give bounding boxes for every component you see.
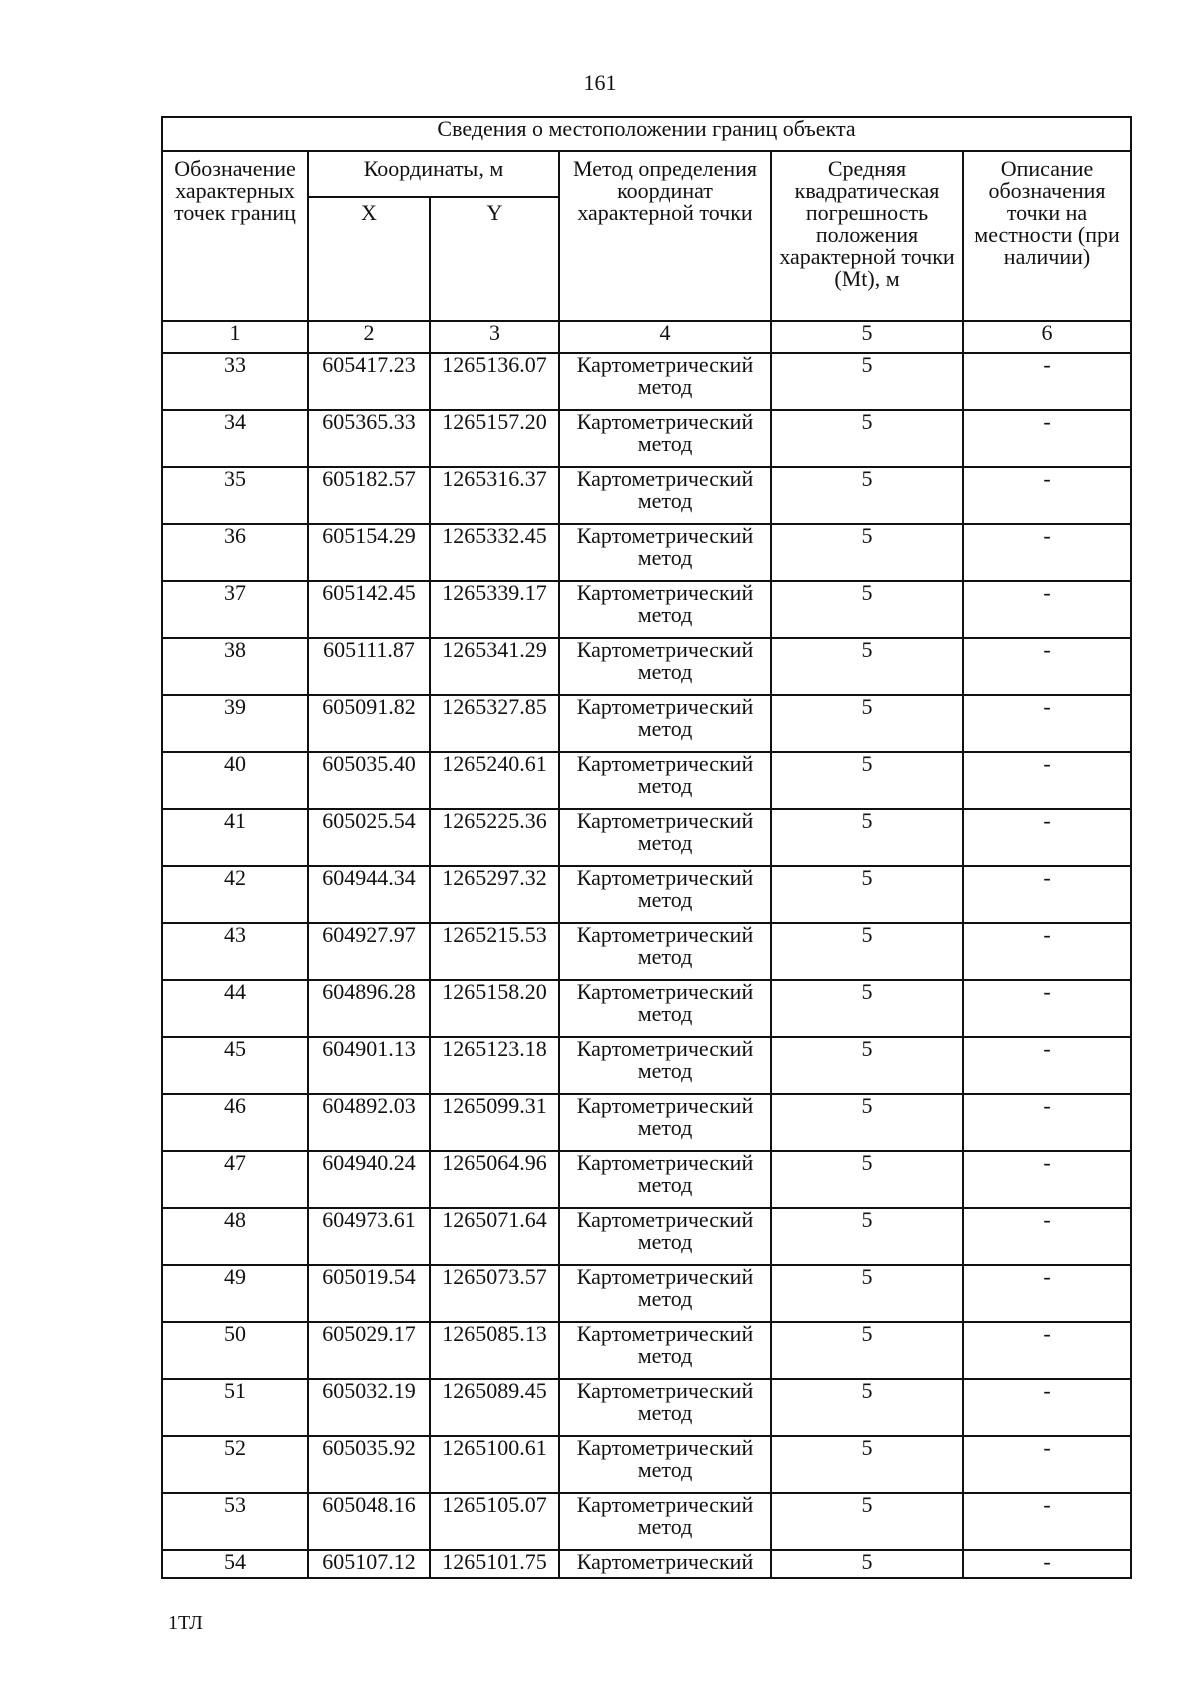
cell-y: 1265225.36 (430, 809, 559, 866)
cell-error: 5 (771, 980, 963, 1037)
cell-description: - (963, 524, 1131, 581)
cell-y: 1265157.20 (430, 410, 559, 467)
table-row (162, 752, 1131, 809)
cell-description: - (963, 581, 1131, 638)
cell-x: 605032.19 (308, 1379, 430, 1436)
cell-x: 605111.87 (308, 638, 430, 695)
cell-method: Картометрический метод (559, 980, 771, 1037)
cell-method: Картометрический метод (559, 752, 771, 809)
boundary-table-wrapper (161, 116, 1130, 1579)
cell-x: 605025.54 (308, 809, 430, 866)
cell-x: 605154.29 (308, 524, 430, 581)
cell-error: 5 (771, 809, 963, 866)
cell-point: 42 (162, 866, 308, 923)
cell-error: 5 (771, 1037, 963, 1094)
cell-error: 5 (771, 1379, 963, 1436)
cell-y: 1265158.20 (430, 980, 559, 1037)
cell-y: 1265085.13 (430, 1322, 559, 1379)
table-row (162, 1037, 1131, 1094)
cell-method: Картометрический метод (559, 1151, 771, 1208)
cell-method: Картометрический метод (559, 809, 771, 866)
cell-description: - (963, 980, 1131, 1037)
table-row (162, 1208, 1131, 1265)
cell-error: 5 (771, 1265, 963, 1322)
cell-point: 41 (162, 809, 308, 866)
cell-description: - (963, 1265, 1131, 1322)
table-row (162, 467, 1131, 524)
cell-x: 605417.23 (308, 353, 430, 410)
cell-x: 605035.40 (308, 752, 430, 809)
cell-point: 53 (162, 1493, 308, 1550)
table-title: Сведения о местоположении границ объекта (162, 117, 1131, 151)
table-row (162, 1265, 1131, 1322)
cell-point: 52 (162, 1436, 308, 1493)
cell-x: 605029.17 (308, 1322, 430, 1379)
header-row-1 (162, 151, 1131, 197)
cell-description: - (963, 1550, 1131, 1578)
cell-y: 1265089.45 (430, 1379, 559, 1436)
cell-method: Картометрический метод (559, 410, 771, 467)
cell-description: - (963, 1037, 1131, 1094)
cell-point: 39 (162, 695, 308, 752)
cell-point: 46 (162, 1094, 308, 1151)
table-row (162, 353, 1131, 410)
cell-y: 1265316.37 (430, 467, 559, 524)
cell-method: Картометрический метод (559, 695, 771, 752)
table-row (162, 1493, 1131, 1550)
cell-error: 5 (771, 1322, 963, 1379)
cell-method: Картометрический метод (559, 1208, 771, 1265)
cell-description: - (963, 866, 1131, 923)
table-row (162, 1436, 1131, 1493)
cell-error: 5 (771, 1493, 963, 1550)
cell-y: 1265297.32 (430, 866, 559, 923)
table-row (162, 638, 1131, 695)
column-number: 4 (559, 321, 771, 353)
cell-method: Картометрический метод (559, 1037, 771, 1094)
cell-description: - (963, 1322, 1131, 1379)
cell-description: - (963, 638, 1131, 695)
cell-point: 45 (162, 1037, 308, 1094)
cell-y: 1265123.18 (430, 1037, 559, 1094)
table-row (162, 1322, 1131, 1379)
cell-y: 1265071.64 (430, 1208, 559, 1265)
cell-error: 5 (771, 1094, 963, 1151)
table-row (162, 1094, 1131, 1151)
cell-y: 1265105.07 (430, 1493, 559, 1550)
page-number: 161 (583, 70, 617, 95)
cell-error: 5 (771, 410, 963, 467)
boundary-table (161, 116, 1132, 1579)
footer-mark: 1ТЛ (168, 1612, 203, 1634)
cell-x: 604940.24 (308, 1151, 430, 1208)
cell-method: Картометрический метод (559, 1436, 771, 1493)
cell-y: 1265339.17 (430, 581, 559, 638)
table-row (162, 923, 1131, 980)
cell-error: 5 (771, 1550, 963, 1578)
cell-point: 38 (162, 638, 308, 695)
cell-description: - (963, 410, 1131, 467)
cell-point: 47 (162, 1151, 308, 1208)
cell-x: 604901.13 (308, 1037, 430, 1094)
cell-description: - (963, 1379, 1131, 1436)
table-row (162, 1151, 1131, 1208)
cell-error: 5 (771, 353, 963, 410)
cell-method: Картометрический метод (559, 467, 771, 524)
cell-point: 34 (162, 410, 308, 467)
cell-description: - (963, 1436, 1131, 1493)
column-number: 1 (162, 321, 308, 353)
cell-x: 604896.28 (308, 980, 430, 1037)
column-number-row (162, 321, 1131, 353)
cell-point: 50 (162, 1322, 308, 1379)
cell-method: Картометрический метод (559, 1322, 771, 1379)
cell-point: 37 (162, 581, 308, 638)
table-row (162, 1550, 1131, 1578)
header-coordinates: Координаты, м (308, 151, 559, 197)
cell-error: 5 (771, 1151, 963, 1208)
cell-description: - (963, 1208, 1131, 1265)
table-row (162, 1379, 1131, 1436)
cell-x: 604944.34 (308, 866, 430, 923)
cell-error: 5 (771, 581, 963, 638)
cell-description: - (963, 353, 1131, 410)
table-row (162, 524, 1131, 581)
cell-method: Картометрический метод (559, 353, 771, 410)
cell-x: 604973.61 (308, 1208, 430, 1265)
cell-description: - (963, 752, 1131, 809)
cell-error: 5 (771, 524, 963, 581)
cell-y: 1265327.85 (430, 695, 559, 752)
column-number: 3 (430, 321, 559, 353)
cell-x: 605182.57 (308, 467, 430, 524)
cell-method: Картометрический метод (559, 581, 771, 638)
cell-x: 605142.45 (308, 581, 430, 638)
cell-y: 1265215.53 (430, 923, 559, 980)
table-row (162, 980, 1131, 1037)
cell-x: 605048.16 (308, 1493, 430, 1550)
cell-error: 5 (771, 638, 963, 695)
header-x: X (308, 197, 430, 321)
cell-point: 49 (162, 1265, 308, 1322)
cell-y: 1265100.61 (430, 1436, 559, 1493)
cell-x: 605365.33 (308, 410, 430, 467)
cell-method: Картометрический метод (559, 1265, 771, 1322)
cell-error: 5 (771, 467, 963, 524)
cell-method: Картометрический метод (559, 1493, 771, 1550)
cell-point: 51 (162, 1379, 308, 1436)
cell-y: 1265240.61 (430, 752, 559, 809)
cell-error: 5 (771, 866, 963, 923)
cell-y: 1265341.29 (430, 638, 559, 695)
cell-error: 5 (771, 923, 963, 980)
header-description: Описание обозначения точки на местности (при наличии) (963, 151, 1131, 321)
cell-description: - (963, 695, 1131, 752)
cell-y: 1265099.31 (430, 1094, 559, 1151)
cell-description: - (963, 1493, 1131, 1550)
cell-x: 605035.92 (308, 1436, 430, 1493)
cell-point: 44 (162, 980, 308, 1037)
cell-description: - (963, 923, 1131, 980)
cell-x: 605019.54 (308, 1265, 430, 1322)
table-row (162, 581, 1131, 638)
cell-method: Картометрический (559, 1550, 771, 1578)
cell-method: Картометрический метод (559, 638, 771, 695)
cell-method: Картометрический метод (559, 1094, 771, 1151)
cell-method: Картометрический метод (559, 524, 771, 581)
cell-description: - (963, 809, 1131, 866)
cell-description: - (963, 1094, 1131, 1151)
cell-y: 1265332.45 (430, 524, 559, 581)
cell-x: 605091.82 (308, 695, 430, 752)
cell-x: 604927.97 (308, 923, 430, 980)
table-row (162, 866, 1131, 923)
header-point: Обозначение характерных точек границ (162, 151, 308, 321)
column-number: 5 (771, 321, 963, 353)
cell-error: 5 (771, 1208, 963, 1265)
table-row (162, 809, 1131, 866)
cell-x: 605107.12 (308, 1550, 430, 1578)
cell-y: 1265101.75 (430, 1550, 559, 1578)
cell-point: 35 (162, 467, 308, 524)
cell-error: 5 (771, 1436, 963, 1493)
cell-point: 48 (162, 1208, 308, 1265)
table-title-row (162, 117, 1131, 151)
column-number: 6 (963, 321, 1131, 353)
cell-error: 5 (771, 695, 963, 752)
cell-point: 33 (162, 353, 308, 410)
column-number: 2 (308, 321, 430, 353)
table-row (162, 410, 1131, 467)
cell-x: 604892.03 (308, 1094, 430, 1151)
cell-y: 1265073.57 (430, 1265, 559, 1322)
header-method: Метод определения координат характерной точки (559, 151, 771, 321)
table-row (162, 695, 1131, 752)
cell-description: - (963, 1151, 1131, 1208)
cell-description: - (963, 467, 1131, 524)
cell-method: Картометрический метод (559, 866, 771, 923)
cell-method: Картометрический метод (559, 923, 771, 980)
cell-point: 40 (162, 752, 308, 809)
cell-method: Картометрический метод (559, 1379, 771, 1436)
header-error: Средняя квадратическая погрешность положения характерной точки (Mt), м (771, 151, 963, 321)
cell-y: 1265064.96 (430, 1151, 559, 1208)
cell-point: 54 (162, 1550, 308, 1578)
cell-point: 36 (162, 524, 308, 581)
cell-error: 5 (771, 752, 963, 809)
cell-point: 43 (162, 923, 308, 980)
cell-y: 1265136.07 (430, 353, 559, 410)
header-y: Y (430, 197, 559, 321)
